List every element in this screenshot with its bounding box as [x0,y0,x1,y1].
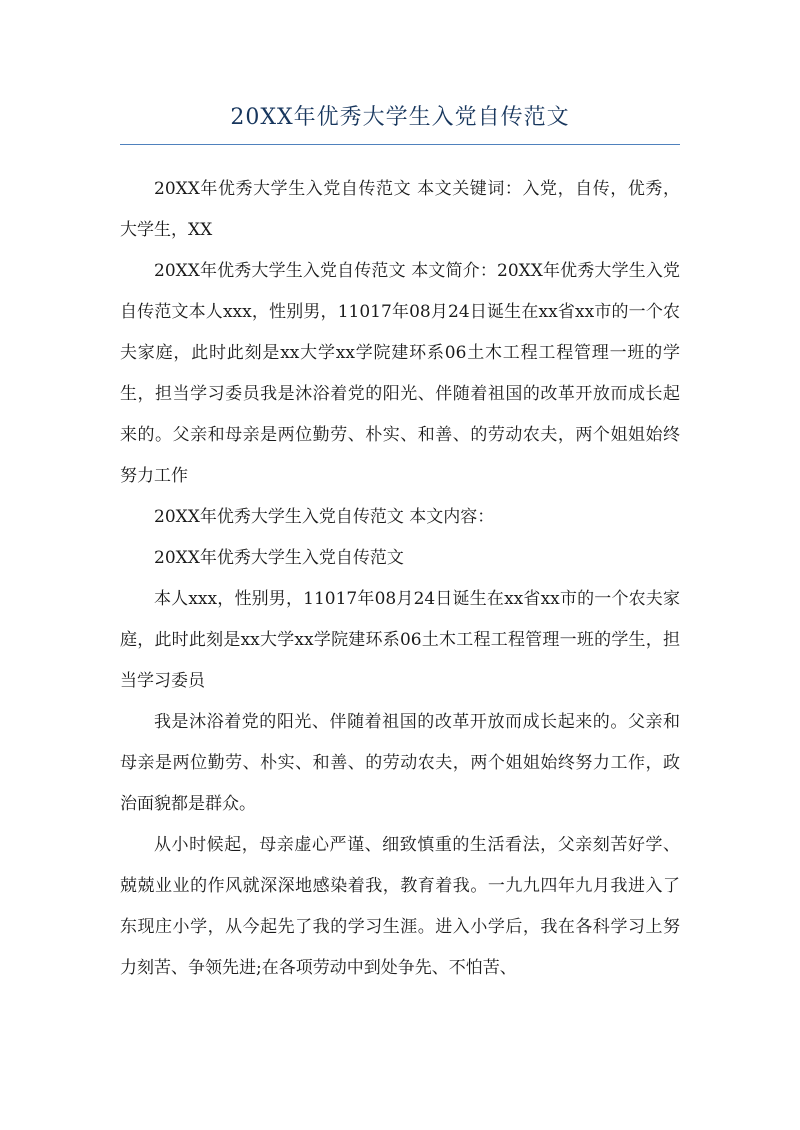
paragraph-content-heading: 20XX年优秀大学生入党自传范文 本文内容： [154,507,495,527]
paragraph-subtitle: 20XX年优秀大学生入党自传范文 [154,548,404,568]
document-body [120,169,680,989]
document-title: 20XX年优秀大学生入党自传范文 [230,105,570,130]
paragraph-family: 我是沐浴着党的阳光、伴随着祖国的改革开放而成长起来的。父亲和母亲是两位勤劳、朴实、和善、的劳动农夫，两个姐姐始终努力工作，政治面貌都是群众。 [120,712,680,814]
paragraph-childhood: 从小时候起，母亲虚心严谨、细致慎重的生活看法，父亲刻苦好学、兢兢业业的作风就深深地感染着我，教育着我。一九九四年九月我进入了东现庄小学，从今起先了我的学习生涯。进入小学后，我在各科学习上努力刻苦、争领先进;在各项劳动中到处争先、不怕苦、 [120,835,680,978]
title-underline [120,144,680,145]
paragraph-summary: 20XX年优秀大学生入党自传范文 本文简介：20XX年优秀大学生入党自传范文本人xxx，性别男，11017年08月24日诞生在xx省xx市的一个农夫家庭，此时此刻是xx大学xx学院建环系06土木工程工程管理一班的学生，担当学习委员我是沐浴着党的阳光、伴随着祖国的改革开放而成长起来的。父亲和母亲是两位勤劳、朴实、和善、的劳动农夫，两个姐姐始终努力工作 [120,261,680,486]
paragraph-personal-info: 本人xxx，性别男，11017年08月24日诞生在xx省xx市的一个农夫家庭，此时此刻是xx大学xx学院建环系06土木工程工程管理一班的学生，担当学习委员 [120,589,680,691]
paragraph-keywords: 20XX年优秀大学生入党自传范文 本文关键词：入党，自传，优秀，大学生，XX [120,179,680,240]
